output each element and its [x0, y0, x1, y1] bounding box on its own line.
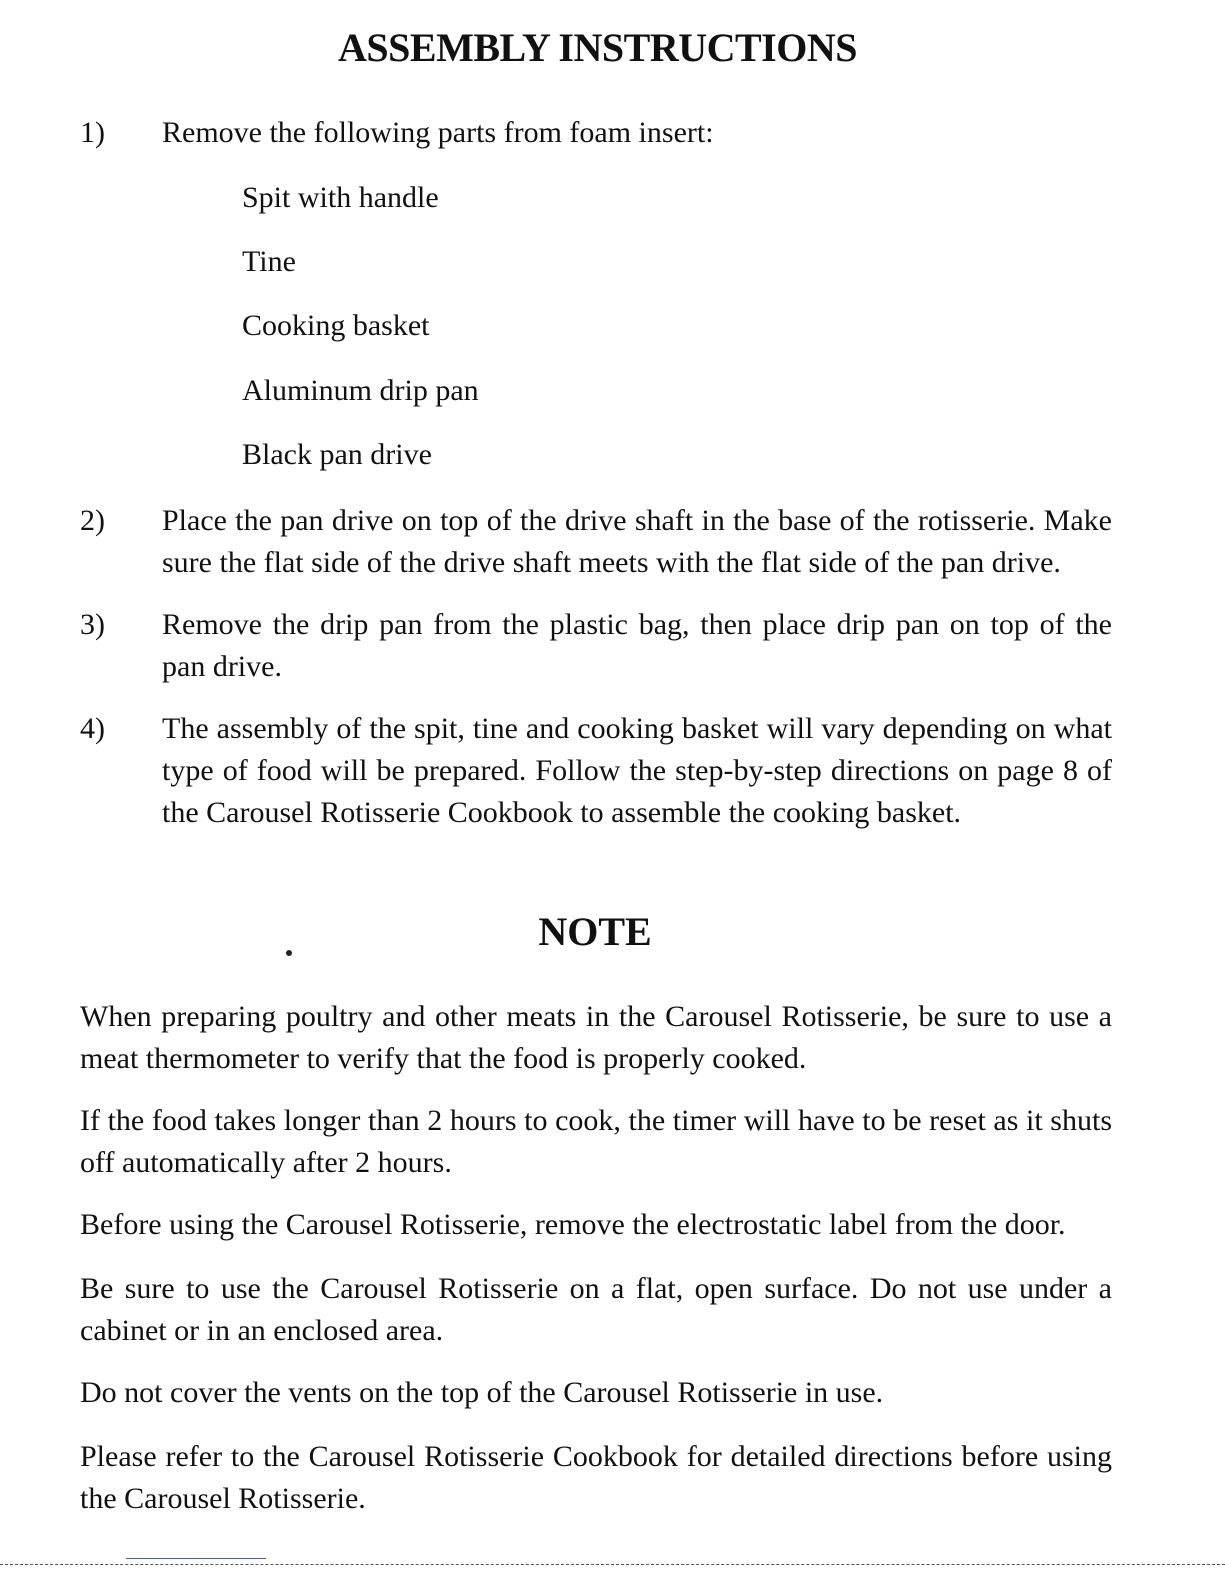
part-aluminum-drip-pan: Aluminum drip pan — [242, 374, 479, 407]
note-paragraph-surface: Be sure to use the Carousel Rotisserie on a flat, open surface. Do not use under a cabinet or in an enclosed area. — [80, 1272, 1112, 1347]
step-3-number: 3) — [80, 608, 105, 641]
note-paragraph-thermometer: When preparing poultry and other meats in the Carousel Rotisserie, be sure to use a meat thermometer to verify that the food is properly cooked. — [80, 1000, 1112, 1075]
step-2-text: Place the pan drive on top of the drive shaft in the base of the rotisserie. Make sure the flat side of the drive shaft meets with the flat side of the pan drive. — [162, 504, 1112, 579]
part-cooking-basket: Cooking basket — [242, 309, 430, 342]
step-2-number: 2) — [80, 504, 105, 537]
footer-divider — [0, 1564, 1225, 1565]
note-paragraph-cookbook: Please refer to the Carousel Rotisserie Cookbook for detailed directions before using the Carousel Rotisserie. — [80, 1440, 1112, 1515]
footer-link-underline — [126, 1558, 266, 1559]
part-tine: Tine — [242, 245, 296, 278]
step-3-text: Remove the drip pan from the plastic bag, then place drip pan on top of the pan drive. — [162, 608, 1112, 683]
step-4-number: 4) — [80, 712, 105, 745]
page-title: ASSEMBLY INSTRUCTIONS — [338, 25, 857, 70]
note-paragraph-label: Before using the Carousel Rotisserie, remove the electrostatic label from the door. — [80, 1208, 1066, 1241]
step-1-text: Remove the following parts from foam insert: — [162, 116, 714, 149]
note-paragraph-vents: Do not cover the vents on the top of the Carousel Rotisserie in use. — [80, 1376, 884, 1409]
part-spit-with-handle: Spit with handle — [242, 181, 439, 214]
stray-dot-mark — [286, 950, 292, 956]
step-4-text: The assembly of the spit, tine and cooking basket will vary depending on what type of food will be prepared. Follow the step-by-step directions on page 8 of the Carousel Rotisserie Cookbook to assemble the cooking basket. — [162, 712, 1112, 829]
part-black-pan-drive: Black pan drive — [242, 438, 432, 471]
note-heading: NOTE — [538, 909, 652, 954]
note-paragraph-timer: If the food takes longer than 2 hours to cook, the timer will have to be reset as it shuts off automatically after 2 hours. — [80, 1104, 1112, 1179]
step-1-number: 1) — [80, 116, 105, 149]
